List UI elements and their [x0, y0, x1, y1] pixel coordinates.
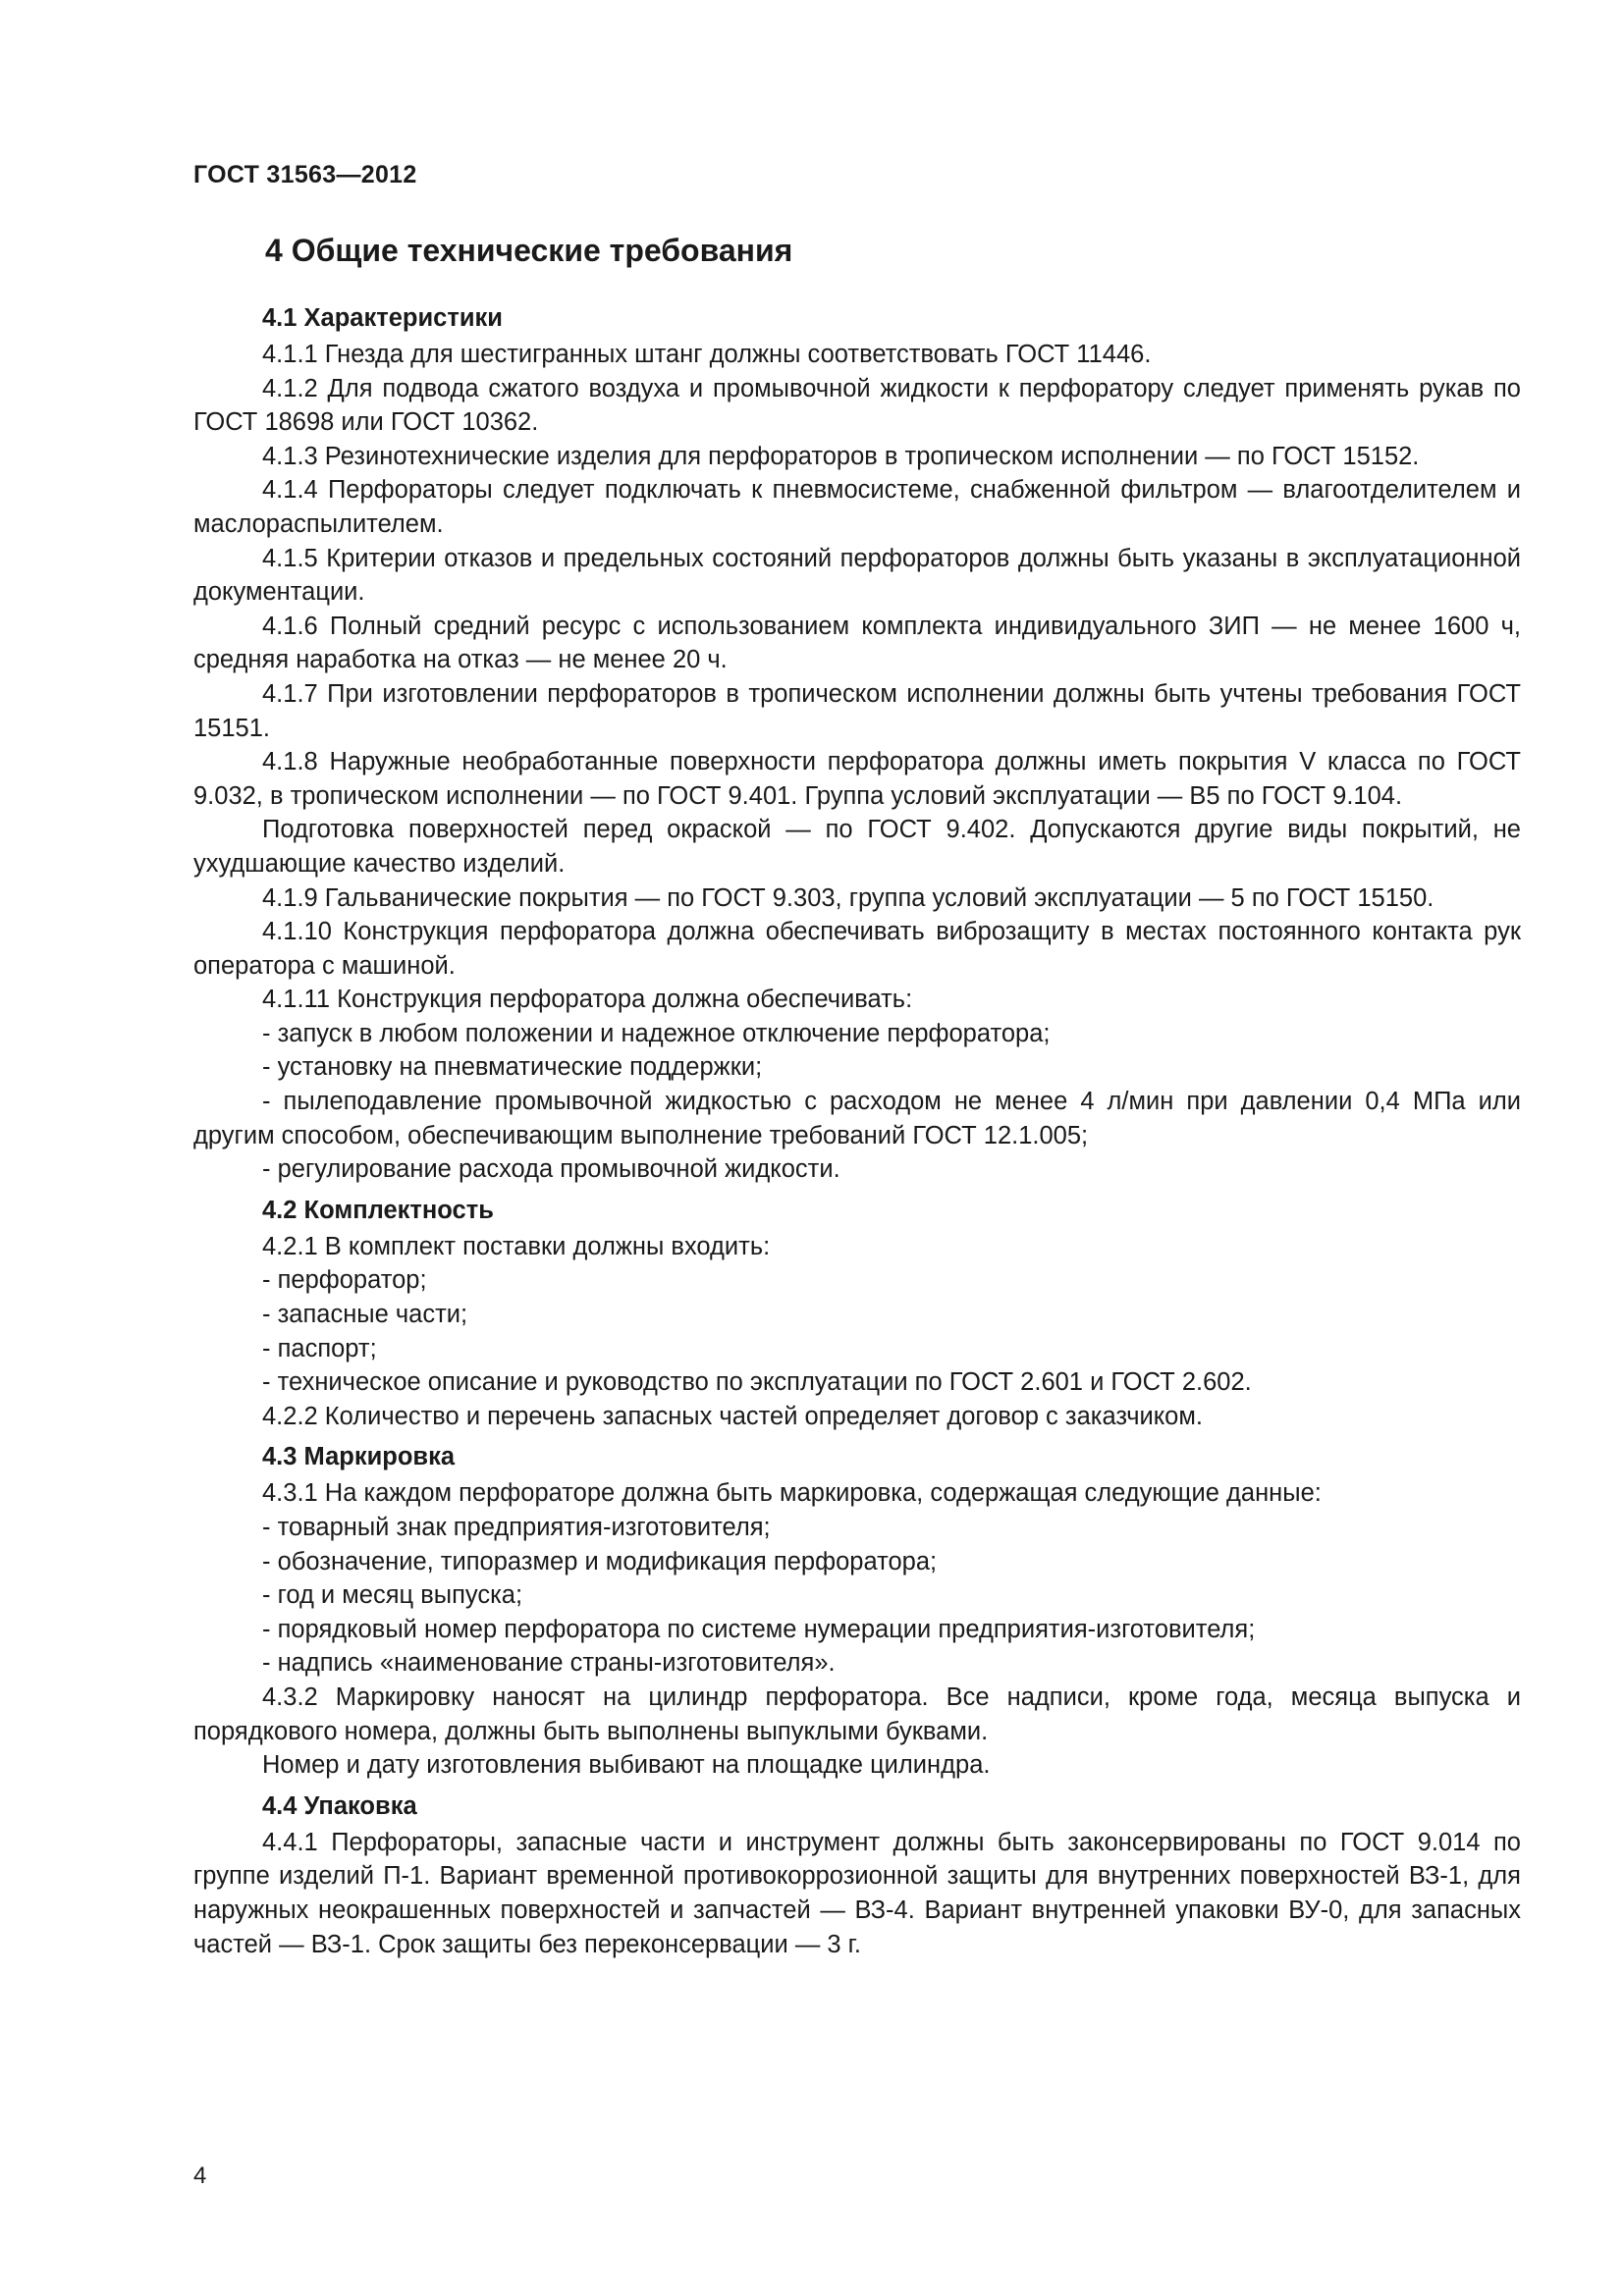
list-item: - пылеподавление промывочной жидкостью с расходом не менее 4 л/мин при давлении 0,4 МПа или другим способом, обеспечивающим выполнение требований ГОСТ 12.1.005;: [193, 1088, 1521, 1149]
clause-4-2-2: 4.2.2 Количество и перечень запасных частей определяет договор с заказчиком.: [262, 1402, 1203, 1430]
subsection-heading-4-2: 4.2 Комплектность: [262, 1196, 494, 1224]
clause-4-1-4: 4.1.4 Перфораторы следует подключать к пневмосистеме, снабженной фильтром — влагоотделителем и маслораспылителем.: [193, 476, 1521, 538]
clause-4-3-2: 4.3.2 Маркировку наносят на цилиндр перфоратора. Все надписи, кроме года, месяца выпуска и порядкового номера, должны быть выполнены выпуклыми буквами.: [193, 1682, 1521, 1745]
list-item: - паспорт;: [262, 1334, 377, 1362]
list-item: - регулирование расхода промывочной жидкости.: [262, 1155, 840, 1184]
clause-4-1-6: 4.1.6 Полный средний ресурс с использованием комплекта индивидуального ЗИП — не менее 1600 ч, средняя наработка на отказ — не менее 20 ч.: [193, 612, 1521, 674]
list-item: - обозначение, типоразмер и модификация перфоратора;: [262, 1547, 938, 1575]
page-number: 4: [193, 2163, 207, 2189]
list-item: - перфоратор;: [262, 1266, 427, 1295]
list-item: - запасные части;: [262, 1301, 468, 1329]
document-id: ГОСТ 31563—2012: [193, 161, 417, 188]
subsection-heading-4-3: 4.3 Маркировка: [262, 1443, 456, 1471]
list-item: - установку на пневматические поддержки;: [262, 1053, 763, 1082]
list-item: - товарный знак предприятия-изготовителя;: [262, 1514, 771, 1541]
list-item: - запуск в любом положении и надежное отключение перфоратора;: [262, 1019, 1051, 1047]
clause-4-1-8-continued: Подготовка поверхностей перед окраской — по ГОСТ 9.402. Допускаются другие виды покрытий, не ухудшающие качество изделий.: [193, 816, 1521, 878]
clause-4-1-1: 4.1.1 Гнезда для шестигранных штанг должны соответствовать ГОСТ 11446.: [262, 341, 1152, 368]
list-item: - надпись «наименование страны-изготовителя».: [262, 1649, 836, 1678]
clause-4-1-9: 4.1.9 Гальванические покрытия — по ГОСТ 9.303, группа условий эксплуатации — 5 по ГОСТ 15150.: [262, 883, 1434, 912]
list-item: - год и месяц выпуска;: [262, 1581, 523, 1610]
list-item: - техническое описание и руководство по эксплуатации по ГОСТ 2.601 и ГОСТ 2.602.: [262, 1368, 1252, 1397]
clause-4-1-10: 4.1.10 Конструкция перфоратора должна обеспечивать виброзащиту в местах постоянного контакта рук оператора с машиной.: [193, 918, 1521, 980]
clause-4-3-1: 4.3.1 На каждом перфораторе должна быть маркировка, содержащая следующие данные:: [262, 1479, 1322, 1508]
clause-4-1-5: 4.1.5 Критерии отказов и предельных состояний перфораторов должны быть указаны в эксплуатационной документации.: [193, 544, 1521, 607]
clause-4-1-3: 4.1.3 Резинотехнические изделия для перфораторов в тропическом исполнении — по ГОСТ 15152.: [262, 442, 1420, 470]
clause-4-1-7: 4.1.7 При изготовлении перфораторов в тропическом исполнении должны быть учтены требования ГОСТ 15151.: [193, 679, 1521, 742]
clause-4-1-11: 4.1.11 Конструкция перфоратора должна обеспечивать:: [262, 986, 913, 1014]
subsection-heading-4-4: 4.4 Упаковка: [262, 1791, 417, 1820]
subsection-heading-4-1: 4.1 Характеристики: [262, 304, 503, 332]
clause-4-1-2: 4.1.2 Для подвода сжатого воздуха и промывочной жидкости к перфоратору следует применять рукав по ГОСТ 18698 или ГОСТ 10362.: [193, 374, 1521, 437]
list-item: - порядковый номер перфоратора по системе нумерации предприятия-изготовителя;: [262, 1615, 1256, 1643]
document-body: [193, 302, 1521, 1961]
clause-4-1-8: 4.1.8 Наружные необработанные поверхности перфоратора должны иметь покрытия V класса по ГОСТ 9.032, в тропическом исполнении — по ГОСТ 9.401. Группа условий эксплуатации — В5 по ГОСТ 9.104.: [193, 748, 1521, 810]
clause-4-3-2-continued: Номер и дату изготовления выбивают на площадке цилиндра.: [262, 1751, 991, 1780]
clause-4-2-1: 4.2.1 В комплект поставки должны входить:: [262, 1232, 771, 1260]
clause-4-4-1: 4.4.1 Перфораторы, запасные части и инструмент должны быть законсервированы по ГОСТ 9.014 по группе изделий П-1. Вариант временной противокоррозионной защиты для внутренних поверхностей ВЗ-1, для наружных неокрашенных поверхностей и запчастей — ВЗ-4. Вариант внутренней упаковки ВУ-0, для запасных частей — ВЗ-1. Срок защиты без переконсервации — 3 г.: [193, 1828, 1521, 1958]
section-title: 4 Общие технические требования: [265, 233, 793, 268]
